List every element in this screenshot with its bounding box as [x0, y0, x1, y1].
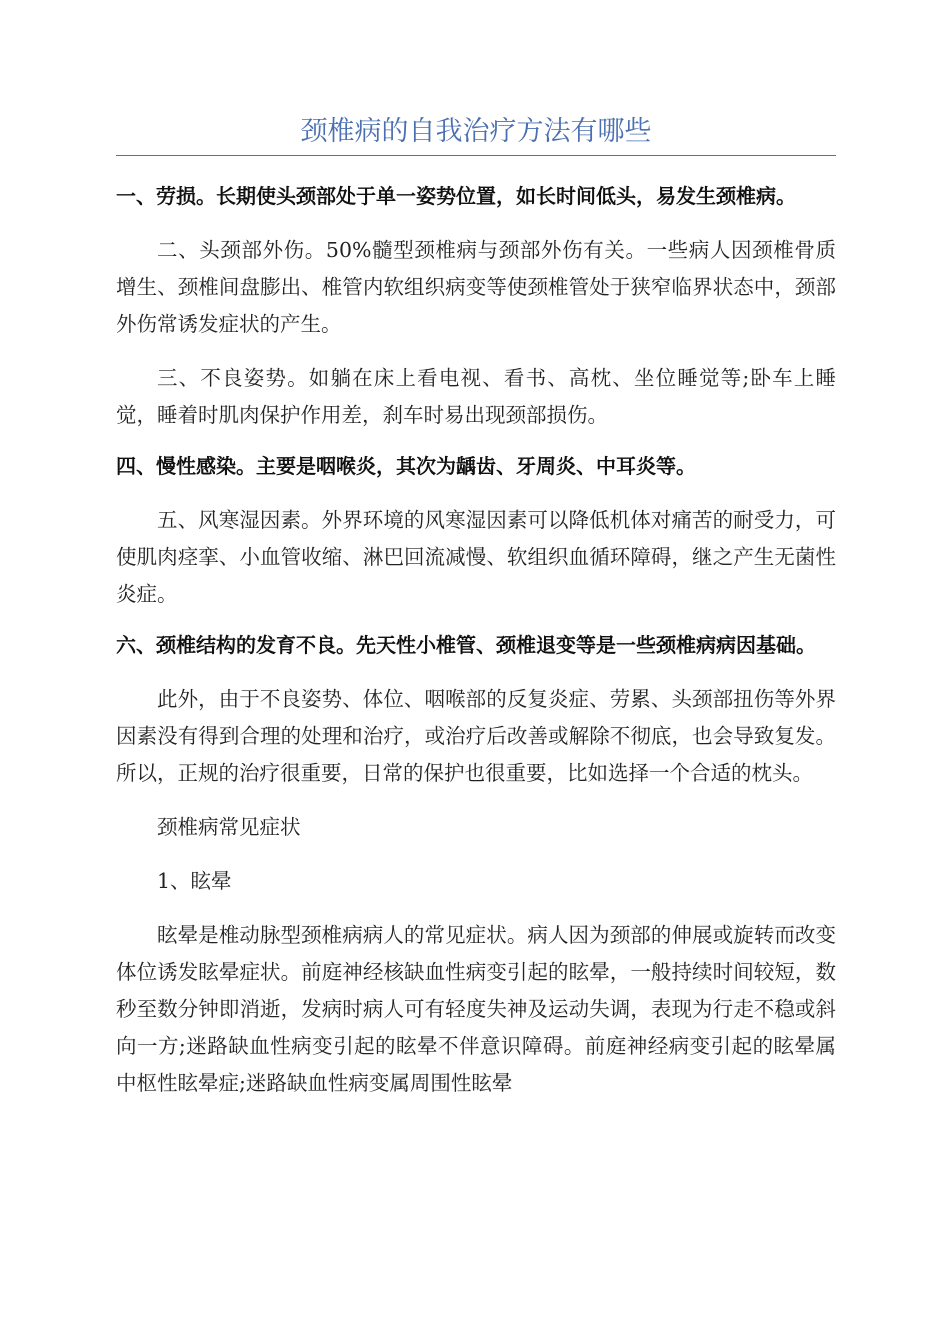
paragraph-cause-cold-damp: 五、风寒湿因素。外界环境的风寒湿因素可以降低机体对痛苦的耐受力，可使肌肉痉挛、小血管收缩、淋巴回流减慢、软组织血循环障碍，继之产生无菌性炎症。	[116, 508, 836, 606]
subheading-dizziness: 1、眩晕	[157, 869, 232, 893]
document-title: 颈椎病的自我治疗方法有哪些	[300, 116, 652, 147]
paragraph-cause-strain: 一、劳损。长期使头颈部处于单一姿势位置，如长时间低头，易发生颈椎病。	[116, 184, 796, 208]
title-underline	[116, 155, 836, 156]
paragraph-cause-injury: 二、头颈部外伤。50%髓型颈椎病与颈部外伤有关。一些病人因颈椎骨质增生、颈椎间盘膨出、椎管内软组织病变等使颈椎管处于狭窄临界状态中，颈部外伤常诱发症状的产生。	[116, 238, 836, 336]
paragraph-cause-development: 六、颈椎结构的发育不良。先天性小椎管、颈椎退变等是一些颈椎病病因基础。	[116, 633, 816, 657]
paragraph-cause-infection: 四、慢性感染。主要是咽喉炎，其次为龋齿、牙周炎、中耳炎等。	[116, 454, 696, 478]
paragraph-cause-posture: 三、不良姿势。如躺在床上看电视、看书、高枕、坐位睡觉等;卧车上睡觉，睡着时肌肉保护作用差，刹车时易出现颈部损伤。	[116, 366, 836, 427]
paragraph-recurrence: 此外，由于不良姿势、体位、咽喉部的反复炎症、劳累、头颈部扭伤等外界因素没有得到合理的处理和治疗，或治疗后改善或解除不彻底，也会导致复发。所以，正规的治疗很重要，日常的保护也很重要，比如选择一个合适的枕头。	[116, 687, 836, 785]
document-page	[116, 0, 836, 1102]
section-heading-symptoms: 颈椎病常见症状	[157, 815, 301, 839]
paragraph-dizziness: 眩晕是椎动脉型颈椎病病人的常见症状。病人因为颈部的伸展或旋转而改变体位诱发眩晕症状。前庭神经核缺血性病变引起的眩晕，一般持续时间较短，数秒至数分钟即消逝，发病时病人可有轻度失神及运动失调，表现为行走不稳或斜向一方;迷路缺血性病变引起的眩晕不伴意识障碍。前庭神经病变引起的眩晕属中枢性眩晕症;迷路缺血性病变属周围性眩晕	[116, 923, 836, 1095]
